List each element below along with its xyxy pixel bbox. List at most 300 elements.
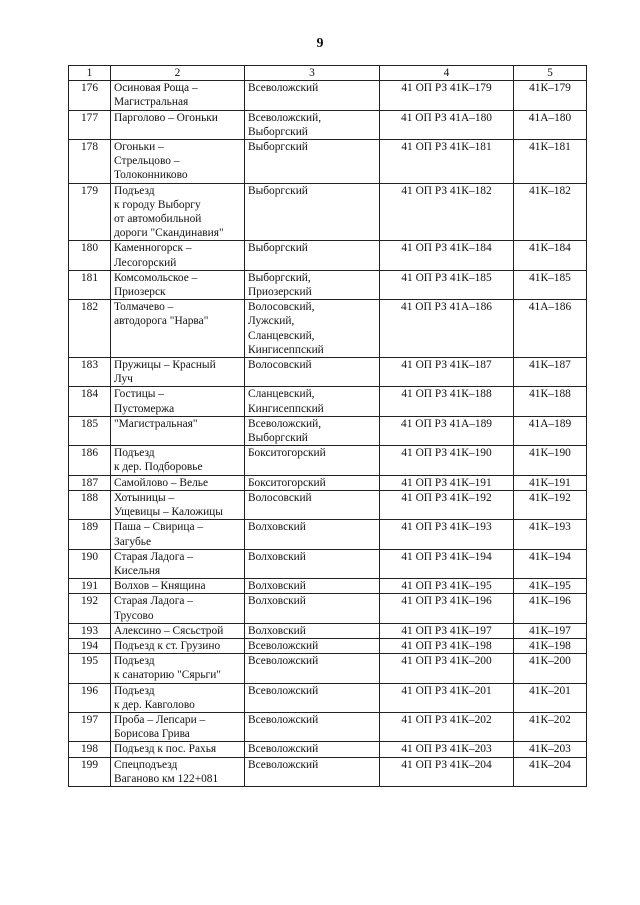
road-id-cell bbox=[380, 712, 514, 741]
district-line: Лужский, bbox=[248, 315, 295, 328]
district-line: Кингисеппский bbox=[248, 343, 324, 356]
road-name-cell bbox=[111, 623, 245, 638]
road-id: 41 ОП РЗ 41К–200 bbox=[401, 655, 492, 668]
row-number: 188 bbox=[80, 491, 99, 504]
district-line: Выборгский bbox=[248, 141, 308, 154]
road-id: 41 ОП РЗ 41К–185 bbox=[401, 271, 492, 284]
row-number-cell bbox=[69, 594, 111, 623]
row-number: 196 bbox=[80, 684, 99, 697]
road-name-line: к дер. Кавголово bbox=[114, 698, 195, 711]
road-code: 41К–181 bbox=[529, 141, 571, 154]
road-id-cell bbox=[380, 683, 514, 712]
road-code: 41К–198 bbox=[529, 639, 571, 652]
row-number: 186 bbox=[80, 447, 99, 460]
header-cell-3: 3 bbox=[245, 66, 380, 81]
district-line: Всеволожский bbox=[248, 743, 319, 756]
district-cell bbox=[245, 241, 380, 270]
row-number-cell bbox=[69, 742, 111, 757]
road-code-cell bbox=[514, 594, 587, 623]
road-code: 41К–196 bbox=[529, 595, 571, 608]
district-cell bbox=[245, 110, 380, 139]
road-name-line: Подъезд bbox=[114, 684, 155, 697]
road-id: 41 ОП РЗ 41К–193 bbox=[401, 521, 492, 534]
row-number-cell bbox=[69, 623, 111, 638]
road-id-cell bbox=[380, 270, 514, 299]
road-name-cell bbox=[111, 475, 245, 490]
district-line: Волховский bbox=[248, 550, 306, 563]
road-name-cell bbox=[111, 140, 245, 184]
district-line: Волосовский, bbox=[248, 301, 315, 314]
road-code: 41К–188 bbox=[529, 388, 571, 401]
district-cell bbox=[245, 594, 380, 623]
road-name-line: к дер. Подборовье bbox=[114, 461, 203, 474]
district-line: Всеволожский bbox=[248, 713, 319, 726]
road-name-cell bbox=[111, 110, 245, 139]
road-code: 41К–195 bbox=[529, 580, 571, 593]
row-number-cell bbox=[69, 110, 111, 139]
road-id: 41 ОП РЗ 41К–179 bbox=[401, 82, 492, 95]
district-cell bbox=[245, 300, 380, 358]
road-id-cell bbox=[380, 490, 514, 519]
road-code-cell bbox=[514, 623, 587, 638]
road-code-cell bbox=[514, 270, 587, 299]
road-name-cell bbox=[111, 300, 245, 358]
road-name-cell bbox=[111, 183, 245, 241]
district-cell bbox=[245, 490, 380, 519]
road-name-line: к санаторию "Сярьги" bbox=[114, 669, 221, 682]
road-name-cell bbox=[111, 241, 245, 270]
road-name-line: дороги "Скандинавия" bbox=[114, 227, 224, 240]
road-id: 41 ОП РЗ 41К–203 bbox=[401, 743, 492, 756]
road-code-cell bbox=[514, 712, 587, 741]
road-code: 41К–191 bbox=[529, 476, 571, 489]
table-row bbox=[69, 416, 587, 445]
road-code: 41К–184 bbox=[529, 242, 571, 255]
road-name-line: Луч bbox=[114, 373, 133, 386]
district-line: Всеволожский, bbox=[248, 111, 322, 124]
table-row bbox=[69, 358, 587, 387]
road-id-cell bbox=[380, 623, 514, 638]
row-number: 189 bbox=[80, 521, 99, 534]
road-code-cell bbox=[514, 300, 587, 358]
road-code: 41К–190 bbox=[529, 447, 571, 460]
road-code: 41А–180 bbox=[528, 111, 572, 124]
district-cell bbox=[245, 654, 380, 683]
road-name-cell bbox=[111, 446, 245, 475]
table-row bbox=[69, 520, 587, 549]
table-row bbox=[69, 140, 587, 184]
road-name-line: Магистральная bbox=[114, 96, 189, 109]
road-code-cell bbox=[514, 358, 587, 387]
header-cell-5: 5 bbox=[514, 66, 587, 81]
road-name-cell bbox=[111, 358, 245, 387]
road-name-line: Проба – Лепсари – bbox=[114, 713, 206, 726]
row-number: 184 bbox=[80, 388, 99, 401]
row-number: 197 bbox=[80, 713, 99, 726]
district-line: Всеволожский bbox=[248, 758, 319, 771]
district-line: Приозерский bbox=[248, 286, 312, 299]
road-name-cell bbox=[111, 520, 245, 549]
district-line: Всеволожский bbox=[248, 684, 319, 697]
district-line: Выборгский bbox=[248, 242, 308, 255]
road-name-line: Подъезд bbox=[114, 447, 155, 460]
road-name-line: Кисельня bbox=[114, 564, 161, 577]
road-code: 41К–187 bbox=[529, 359, 571, 372]
road-name-line: Алексино – Сясьстрой bbox=[114, 624, 224, 637]
road-id-cell bbox=[380, 300, 514, 358]
road-code: 41К–201 bbox=[529, 684, 571, 697]
road-id: 41 ОП РЗ 41К–195 bbox=[401, 580, 492, 593]
district-cell bbox=[245, 742, 380, 757]
row-number: 181 bbox=[80, 271, 99, 284]
road-name-cell bbox=[111, 549, 245, 578]
row-number-cell bbox=[69, 683, 111, 712]
row-number: 191 bbox=[80, 580, 99, 593]
road-code-cell bbox=[514, 549, 587, 578]
road-id: 41 ОП РЗ 41К–202 bbox=[401, 713, 492, 726]
road-id-cell bbox=[380, 446, 514, 475]
table-row bbox=[69, 475, 587, 490]
road-name-line: Самойлово – Велье bbox=[114, 476, 209, 489]
road-name-line: Волхов – Княщина bbox=[114, 580, 206, 593]
road-id-cell bbox=[380, 638, 514, 653]
road-id: 41 ОП РЗ 41К–184 bbox=[401, 242, 492, 255]
road-id-cell bbox=[380, 594, 514, 623]
road-id-cell bbox=[380, 183, 514, 241]
road-name-line: от автомобильной bbox=[114, 213, 202, 226]
table-row bbox=[69, 594, 587, 623]
road-name-line: Борисова Грива bbox=[114, 728, 190, 741]
road-name-cell bbox=[111, 416, 245, 445]
road-id-cell bbox=[380, 358, 514, 387]
road-code-cell bbox=[514, 81, 587, 110]
row-number: 187 bbox=[80, 476, 99, 489]
district-line: Волховский bbox=[248, 521, 306, 534]
road-code: 41К–197 bbox=[529, 624, 571, 637]
row-number-cell bbox=[69, 549, 111, 578]
road-id: 41 ОП РЗ 41К–190 bbox=[401, 447, 492, 460]
road-id-cell bbox=[380, 549, 514, 578]
road-name-line: Хотыницы – bbox=[114, 491, 175, 504]
table-row bbox=[69, 446, 587, 475]
road-code: 41К–193 bbox=[529, 521, 571, 534]
road-name-line: Осиновая Роща – bbox=[114, 82, 198, 95]
road-id-cell bbox=[380, 520, 514, 549]
road-id-cell bbox=[380, 140, 514, 184]
district-line: Всеволожский bbox=[248, 639, 319, 652]
table-row bbox=[69, 387, 587, 416]
district-line: Выборгский bbox=[248, 432, 308, 445]
road-id: 41 ОП РЗ 41К–188 bbox=[401, 388, 492, 401]
district-line: Волховский bbox=[248, 595, 306, 608]
row-number: 179 bbox=[80, 184, 99, 197]
road-id: 41 ОП РЗ 41К–197 bbox=[401, 624, 492, 637]
district-cell bbox=[245, 757, 380, 786]
row-number-cell bbox=[69, 654, 111, 683]
row-number-cell bbox=[69, 638, 111, 653]
road-id-cell bbox=[380, 742, 514, 757]
road-id: 41 ОП РЗ 41К–192 bbox=[401, 491, 492, 504]
road-code-cell bbox=[514, 110, 587, 139]
district-cell bbox=[245, 416, 380, 445]
road-name-cell bbox=[111, 270, 245, 299]
road-code-cell bbox=[514, 757, 587, 786]
table-row bbox=[69, 183, 587, 241]
row-number: 192 bbox=[80, 595, 99, 608]
table-row bbox=[69, 638, 587, 653]
road-name-line: Подъезд bbox=[114, 655, 155, 668]
road-name-cell bbox=[111, 712, 245, 741]
row-number: 176 bbox=[80, 82, 99, 95]
district-line: Всеволожский bbox=[248, 82, 319, 95]
roads-table-body bbox=[69, 66, 587, 787]
row-number: 177 bbox=[80, 111, 99, 124]
district-cell bbox=[245, 638, 380, 653]
district-cell bbox=[245, 549, 380, 578]
district-line: Выборгский, bbox=[248, 271, 311, 284]
row-number-cell bbox=[69, 300, 111, 358]
road-id: 41 ОП РЗ 41К–204 bbox=[401, 758, 492, 771]
road-id: 41 ОП РЗ 41А–180 bbox=[401, 111, 492, 124]
road-code-cell bbox=[514, 475, 587, 490]
road-code: 41К–192 bbox=[529, 491, 571, 504]
row-number-cell bbox=[69, 475, 111, 490]
table-row bbox=[69, 241, 587, 270]
road-code: 41К–194 bbox=[529, 550, 571, 563]
district-line: Волховский bbox=[248, 624, 306, 637]
district-cell bbox=[245, 579, 380, 594]
table-row bbox=[69, 110, 587, 139]
road-name-cell bbox=[111, 683, 245, 712]
district-line: Волосовский bbox=[248, 359, 312, 372]
road-name-line: Загубье bbox=[114, 535, 152, 548]
district-cell bbox=[245, 520, 380, 549]
road-name-cell bbox=[111, 742, 245, 757]
road-id-cell bbox=[380, 475, 514, 490]
road-code-cell bbox=[514, 579, 587, 594]
road-name-line: Стрельцово – bbox=[114, 155, 180, 168]
road-name-line: Каменногорск – bbox=[114, 242, 192, 255]
table-row bbox=[69, 742, 587, 757]
table-row bbox=[69, 654, 587, 683]
road-name-line: Парголово – Огоньки bbox=[114, 111, 218, 124]
road-id-cell bbox=[380, 241, 514, 270]
road-name-line: Ваганово км 122+081 bbox=[114, 772, 219, 785]
table-row bbox=[69, 757, 587, 786]
district-line: Волховский bbox=[248, 580, 306, 593]
district-cell bbox=[245, 140, 380, 184]
road-name-line: Гостицы – bbox=[114, 388, 164, 401]
row-number: 193 bbox=[80, 624, 99, 637]
row-number-cell bbox=[69, 490, 111, 519]
district-line: Бокситогорский bbox=[248, 447, 326, 460]
row-number: 180 bbox=[80, 242, 99, 255]
road-id: 41 ОП РЗ 41К–201 bbox=[401, 684, 492, 697]
road-name-line: Старая Ладога – bbox=[114, 550, 194, 563]
road-id-cell bbox=[380, 110, 514, 139]
road-id-cell bbox=[380, 387, 514, 416]
district-line: Бокситогорский bbox=[248, 476, 326, 489]
road-name-line: Приозерск bbox=[114, 286, 166, 299]
district-cell bbox=[245, 683, 380, 712]
road-name-line: Комсомольское – bbox=[114, 271, 198, 284]
road-id: 41 ОП РЗ 41К–181 bbox=[401, 141, 492, 154]
road-name-line: Толмачево – bbox=[114, 301, 174, 314]
road-code: 41К–202 bbox=[529, 713, 571, 726]
road-code-cell bbox=[514, 416, 587, 445]
row-number-cell bbox=[69, 270, 111, 299]
road-name-cell bbox=[111, 579, 245, 594]
district-cell bbox=[245, 81, 380, 110]
road-name-cell bbox=[111, 594, 245, 623]
road-name-line: Пружицы – Красный bbox=[114, 359, 216, 372]
road-name-cell bbox=[111, 638, 245, 653]
table-row bbox=[69, 623, 587, 638]
district-cell bbox=[245, 475, 380, 490]
road-id: 41 ОП РЗ 41К–182 bbox=[401, 184, 492, 197]
road-name-line: Лесогорский bbox=[114, 256, 177, 269]
table-row bbox=[69, 549, 587, 578]
district-line: Выборгский bbox=[248, 184, 308, 197]
district-cell bbox=[245, 712, 380, 741]
road-code-cell bbox=[514, 490, 587, 519]
road-code: 41А–186 bbox=[528, 301, 572, 314]
road-id-cell bbox=[380, 757, 514, 786]
road-name-line: Толоконниково bbox=[114, 169, 188, 182]
table-row bbox=[69, 490, 587, 519]
road-name-line: к городу Выборгу bbox=[114, 198, 201, 211]
row-number-cell bbox=[69, 183, 111, 241]
row-number: 182 bbox=[80, 301, 99, 314]
header-cell-1: 1 bbox=[69, 66, 111, 81]
road-code: 41К–203 bbox=[529, 743, 571, 756]
district-line: Всеволожский, bbox=[248, 417, 322, 430]
road-code-cell bbox=[514, 654, 587, 683]
road-code: 41К–179 bbox=[529, 82, 571, 95]
district-line: Сланцевский, bbox=[248, 329, 315, 342]
page-number: 9 bbox=[316, 36, 324, 51]
road-name-line: Трусово bbox=[114, 609, 154, 622]
road-name-line: Старая Ладога – bbox=[114, 595, 194, 608]
road-id-cell bbox=[380, 416, 514, 445]
road-id: 41 ОП РЗ 41К–198 bbox=[401, 639, 492, 652]
row-number-cell bbox=[69, 387, 111, 416]
header-row bbox=[69, 66, 587, 81]
road-name-line: Подъезд bbox=[114, 184, 155, 197]
district-cell bbox=[245, 183, 380, 241]
road-name-line: Подъезд к пос. Рахья bbox=[114, 743, 217, 756]
table-row bbox=[69, 81, 587, 110]
row-number: 195 bbox=[80, 655, 99, 668]
row-number: 198 bbox=[80, 743, 99, 756]
district-line: Сланцевский, bbox=[248, 388, 315, 401]
road-id-cell bbox=[380, 81, 514, 110]
road-name-cell bbox=[111, 654, 245, 683]
header-cell-4: 4 bbox=[380, 66, 514, 81]
road-code: 41К–200 bbox=[529, 655, 571, 668]
row-number-cell bbox=[69, 416, 111, 445]
row-number: 199 bbox=[80, 758, 99, 771]
table-row bbox=[69, 579, 587, 594]
district-line: Волосовский bbox=[248, 491, 312, 504]
road-name-line: автодорога "Нарва" bbox=[114, 315, 209, 328]
road-name-line: "Магистральная" bbox=[114, 417, 198, 430]
row-number: 194 bbox=[80, 639, 99, 652]
road-id: 41 ОП РЗ 41К–194 bbox=[401, 550, 492, 563]
road-code-cell bbox=[514, 183, 587, 241]
road-code-cell bbox=[514, 638, 587, 653]
road-name-cell bbox=[111, 387, 245, 416]
road-name-line: Спецподъезд bbox=[114, 758, 178, 771]
district-line: Выборгский bbox=[248, 125, 308, 138]
district-cell bbox=[245, 387, 380, 416]
road-id: 41 ОП РЗ 41К–191 bbox=[401, 476, 492, 489]
district-cell bbox=[245, 270, 380, 299]
district-line: Всеволожский bbox=[248, 655, 319, 668]
road-code-cell bbox=[514, 683, 587, 712]
road-id: 41 ОП РЗ 41А–189 bbox=[401, 417, 492, 430]
district-cell bbox=[245, 446, 380, 475]
road-code-cell bbox=[514, 241, 587, 270]
row-number: 183 bbox=[80, 359, 99, 372]
table-row bbox=[69, 300, 587, 358]
road-code-cell bbox=[514, 140, 587, 184]
header-cell-2: 2 bbox=[111, 66, 245, 81]
road-name-cell bbox=[111, 490, 245, 519]
row-number-cell bbox=[69, 446, 111, 475]
road-code: 41К–204 bbox=[529, 758, 571, 771]
table-row bbox=[69, 683, 587, 712]
table-row bbox=[69, 270, 587, 299]
road-id: 41 ОП РЗ 41К–196 bbox=[401, 595, 492, 608]
road-code-cell bbox=[514, 742, 587, 757]
road-name-line: Подъезд к ст. Грузино bbox=[114, 639, 221, 652]
road-id: 41 ОП РЗ 41К–187 bbox=[401, 359, 492, 372]
road-id: 41 ОП РЗ 41А–186 bbox=[401, 301, 492, 314]
road-name-line: Паша – Свирица – bbox=[114, 521, 204, 534]
roads-table bbox=[68, 65, 587, 787]
road-code: 41К–185 bbox=[529, 271, 571, 284]
road-name-line: Огоньки – bbox=[114, 141, 164, 154]
row-number-cell bbox=[69, 241, 111, 270]
table-row bbox=[69, 712, 587, 741]
road-name-cell bbox=[111, 81, 245, 110]
row-number-cell bbox=[69, 757, 111, 786]
road-name-line: Пустомержа bbox=[114, 402, 175, 415]
row-number-cell bbox=[69, 358, 111, 387]
district-cell bbox=[245, 623, 380, 638]
district-line: Кингисеппский bbox=[248, 402, 324, 415]
row-number: 178 bbox=[80, 141, 99, 154]
row-number-cell bbox=[69, 712, 111, 741]
row-number-cell bbox=[69, 579, 111, 594]
road-name-line: Ущевицы – Каложицы bbox=[114, 506, 223, 519]
road-code-cell bbox=[514, 446, 587, 475]
road-id-cell bbox=[380, 654, 514, 683]
row-number: 185 bbox=[80, 417, 99, 430]
district-cell bbox=[245, 358, 380, 387]
row-number-cell bbox=[69, 140, 111, 184]
road-code-cell bbox=[514, 520, 587, 549]
row-number-cell bbox=[69, 81, 111, 110]
road-id-cell bbox=[380, 579, 514, 594]
road-code-cell bbox=[514, 387, 587, 416]
road-code: 41К–182 bbox=[529, 184, 571, 197]
row-number-cell bbox=[69, 520, 111, 549]
road-name-cell bbox=[111, 757, 245, 786]
road-code: 41А–189 bbox=[528, 417, 572, 430]
row-number: 190 bbox=[80, 550, 99, 563]
